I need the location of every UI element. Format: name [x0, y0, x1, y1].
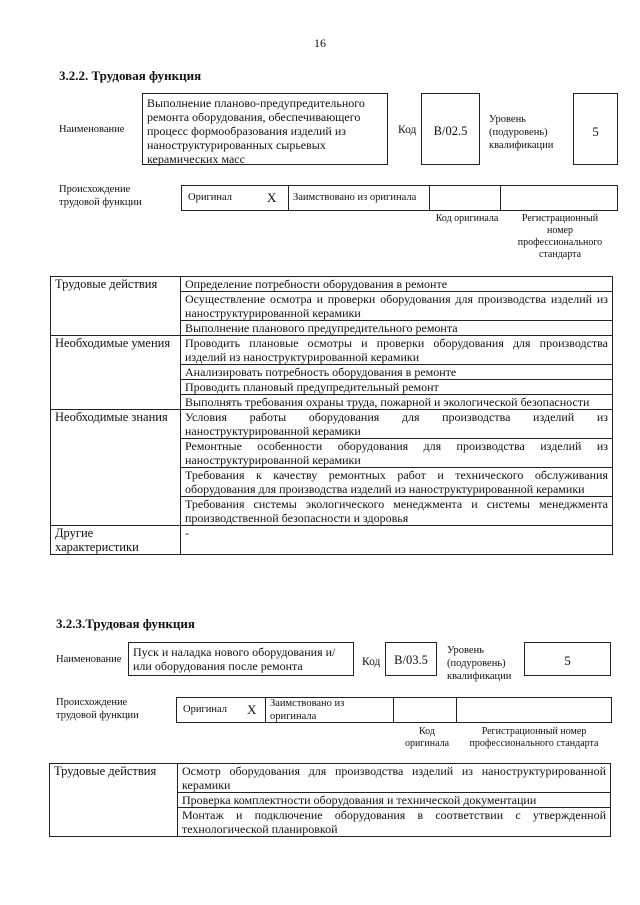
reg-number-cell [457, 698, 611, 722]
section-title: 3.2.3.Трудовая функция [56, 616, 195, 631]
borrowed-cell [289, 186, 430, 210]
table-cell: Выполнение планового предупредительного ремонта [181, 321, 613, 336]
table-cell: Условия работы оборудования для производства изделий из наноструктурированной керамики [181, 410, 613, 439]
original-mark: X [267, 190, 277, 205]
table-cell: - [181, 526, 613, 555]
table-cell: Проводить плановые осмотры и проверки оборудования для производства изделий из наноструктурированной керамики [181, 336, 613, 365]
group-header: Трудовые действия [51, 277, 181, 336]
origin-label: Происхождение трудовой функции [56, 697, 139, 721]
function-table [49, 763, 611, 837]
table-cell: Монтаж и подключение оборудования в соответствии с утвержденной технологической планировкой [178, 808, 611, 837]
table-cell: Ремонтные особенности оборудования для производства изделий из наноструктурированной керамики [181, 439, 613, 468]
level-value: 5 [524, 642, 611, 676]
group-header: Трудовые действия [50, 764, 178, 837]
code-caption: Код оригинала [435, 213, 499, 224]
table-row [51, 410, 613, 439]
code-value: В/03.5 [385, 642, 437, 676]
original-code-cell [430, 186, 501, 210]
table-cell: Проверка комплектности оборудования и технической документации [178, 793, 611, 808]
name-label: Наименование [56, 654, 122, 665]
table-row [51, 526, 613, 555]
origin-row [181, 185, 618, 211]
code-label: Код [362, 656, 381, 668]
table-row [51, 277, 613, 292]
function-table [50, 276, 613, 555]
borrowed-cell [266, 698, 394, 722]
code-caption: Код оригинала [404, 726, 450, 749]
table-cell: Определение потребности оборудования в ремонте [181, 277, 613, 292]
level-value: 5 [573, 93, 618, 165]
name-label: Наименование [59, 124, 125, 135]
borrowed-label: Заимствовано из оригинала [270, 698, 345, 722]
table-cell: Требования системы экологического менеджмента и системы менеджмента производственной безопасности и здоровья [181, 497, 613, 526]
table-cell: Выполнять требования охраны труда, пожарной и экологической безопасности [181, 395, 613, 410]
code-value: В/02.5 [421, 93, 480, 165]
function-name: Выполнение планово-предупредительного ремонта оборудования, обеспечивающего процесс формообразования изделий из наноструктурированных сырьевых керамических масс [142, 93, 388, 165]
origin-label: Происхождение трудовой функции [59, 184, 142, 208]
page-number: 16 [314, 36, 326, 50]
original-label: Оригинал [183, 704, 227, 715]
table-row [51, 336, 613, 365]
code-label: Код [398, 124, 417, 136]
table-cell: Анализировать потребность оборудования в ремонте [181, 365, 613, 380]
level-label: Уровень (подуровень) квалификации [447, 645, 512, 682]
original-mark: X [247, 702, 257, 717]
group-header: Необходимые знания [51, 410, 181, 526]
function-name: Пуск и наладка нового оборудования и/или оборудования после ремонта [128, 642, 354, 676]
table-cell: Осуществление осмотра и проверки оборудования для производства изделий из наноструктурированной керамики [181, 292, 613, 321]
level-label: Уровень (подуровень) квалификации [489, 114, 554, 151]
group-header: Другие характеристики [51, 526, 181, 555]
table-cell: Требования к качеству ремонтных работ и технического обслуживания оборудования для производства изделий из наноструктурированной керамики [181, 468, 613, 497]
reg-number-cell [501, 186, 617, 210]
table-cell: Осмотр оборудования для производства изделий из наноструктурированной керамики [178, 764, 611, 793]
reg-caption: Регистрационный номер профессионального стандарта [517, 213, 603, 260]
original-cell [182, 186, 289, 210]
original-cell [177, 698, 266, 722]
original-label: Оригинал [188, 192, 232, 203]
original-code-cell [394, 698, 457, 722]
table-cell: Проводить плановый предупредительный ремонт [181, 380, 613, 395]
section-title: 3.2.2. Трудовая функция [59, 68, 202, 83]
origin-row [176, 697, 612, 723]
borrowed-label: Заимствовано из оригинала [293, 192, 417, 203]
table-row [50, 764, 611, 793]
reg-caption: Регистрационный номер профессионального стандарта [469, 726, 599, 749]
group-header: Необходимые умения [51, 336, 181, 410]
